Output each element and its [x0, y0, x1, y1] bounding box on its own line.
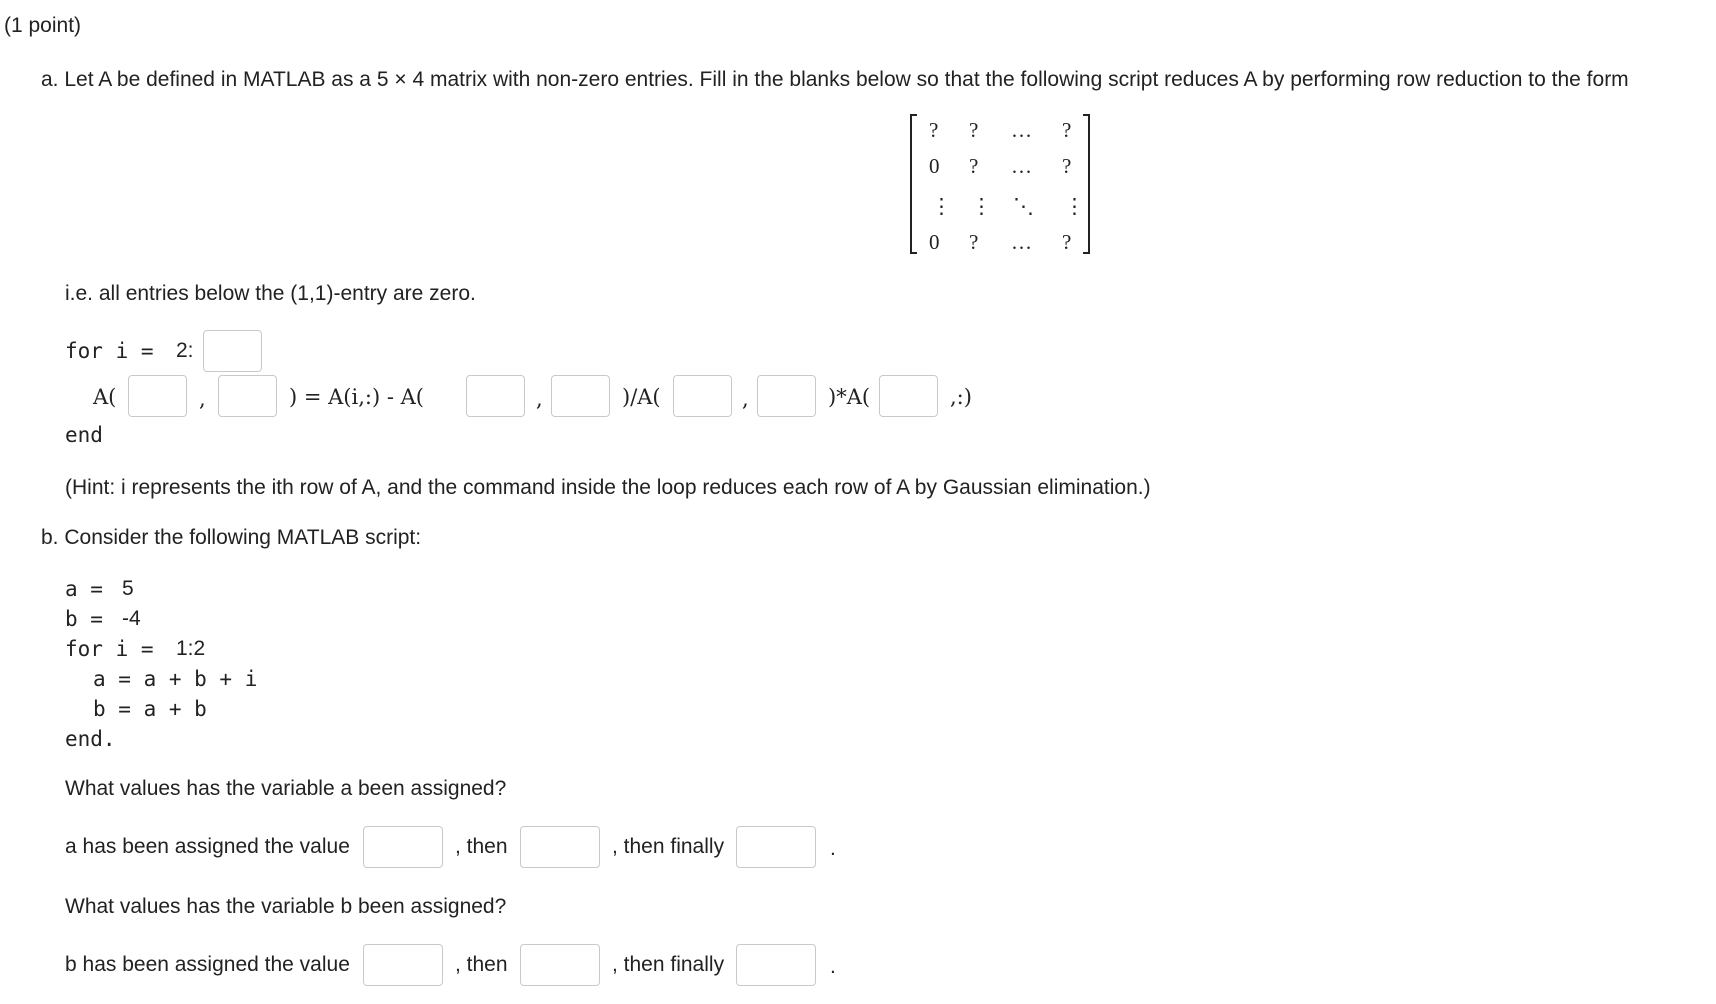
eq-expression: ) = A(i,:) - A(	[289, 385, 424, 409]
question-b: What values has the variable b been assigned?	[65, 895, 507, 918]
question-a: What values has the variable a been assigned?	[65, 777, 507, 800]
then-label: , then	[455, 835, 508, 858]
period: .	[830, 955, 836, 978]
part-a-intro: a. Let A be defined in MATLAB as a 5 × 4 matrix with non-zero entries. Fill in the blanks below so that the following script reduces A by performing row reduction to the form	[41, 68, 1629, 91]
matrix-cell: ?	[929, 118, 939, 142]
comma: ,	[536, 387, 543, 411]
lhs-row-input[interactable]	[128, 375, 187, 417]
for-range-end-input[interactable]	[203, 330, 262, 372]
code-line-2-value: -4	[122, 607, 141, 630]
matrix-cell: …	[1011, 230, 1032, 254]
denom-row-input[interactable]	[673, 375, 732, 417]
a-value-1-input[interactable]	[363, 826, 443, 868]
a-value-2-input[interactable]	[520, 826, 600, 868]
code-line-1: a =	[65, 577, 103, 601]
matrix-cell: ⋮	[1064, 194, 1085, 218]
matrix-cell: ?	[1062, 118, 1072, 142]
for-range-start: 2:	[176, 339, 194, 362]
denom-col-input[interactable]	[757, 375, 816, 417]
matrix-cell: ⋱	[1013, 194, 1034, 218]
code-line-3: for i =	[65, 637, 154, 661]
matrix-cell: 0	[929, 154, 940, 178]
b-value-3-input[interactable]	[736, 944, 816, 986]
lhs-col-input[interactable]	[218, 375, 277, 417]
matrix-cell: ⋮	[971, 194, 992, 218]
matrix-cell: ?	[1062, 230, 1072, 254]
matrix-cell: 0	[929, 230, 940, 254]
matrix-cell: …	[1011, 154, 1032, 178]
matrix-left-bracket	[910, 114, 917, 254]
a-answer-label: a has been assigned the value	[65, 835, 350, 858]
tail-expression: ,:)	[950, 385, 972, 409]
b-value-1-input[interactable]	[363, 944, 443, 986]
part-b-intro: b. Consider the following MATLAB script:	[41, 526, 422, 549]
pivot-row-input[interactable]	[466, 375, 525, 417]
then-finally-label: , then finally	[612, 953, 725, 976]
div-operator: )/A(	[622, 385, 661, 409]
for-keyword: for i =	[65, 339, 154, 363]
comma: ,	[742, 387, 749, 411]
then-label: , then	[455, 953, 508, 976]
target-matrix	[910, 114, 1090, 258]
matrix-cell: ⋮	[931, 194, 952, 218]
b-answer-label: b has been assigned the value	[65, 953, 350, 976]
a-value-3-input[interactable]	[736, 826, 816, 868]
code-line-5: b = a + b	[93, 697, 207, 721]
code-line-1-value: 5	[122, 577, 134, 600]
matrix-cell: ?	[969, 154, 979, 178]
matrix-cell: ?	[969, 230, 979, 254]
then-finally-label: , then finally	[612, 835, 725, 858]
period: .	[830, 837, 836, 860]
code-line-6: end.	[65, 727, 116, 751]
pivot-col-input[interactable]	[551, 375, 610, 417]
mul-operator: )*A(	[828, 385, 871, 409]
end-keyword: end	[65, 423, 103, 447]
ie-text: i.e. all entries below the (1,1)-entry are zero.	[65, 282, 476, 305]
b-value-2-input[interactable]	[520, 944, 600, 986]
comma: ,	[199, 387, 206, 411]
matrix-cell: ?	[969, 118, 979, 142]
matrix-cell: …	[1011, 118, 1032, 142]
code-line-4: a = a + b + i	[93, 667, 258, 691]
point-label: (1 point)	[4, 14, 82, 37]
code-line-3-value: 1:2	[176, 637, 206, 660]
lhs-open: A(	[93, 385, 117, 409]
code-line-2: b =	[65, 607, 103, 631]
matrix-cell: ?	[1062, 154, 1072, 178]
multiplier-row-input[interactable]	[879, 375, 938, 417]
matrix-right-bracket	[1083, 114, 1090, 254]
hint-text: (Hint: i represents the ith row of A, and the command inside the loop reduces each row of A by Gaussian elimination.)	[65, 476, 1151, 499]
